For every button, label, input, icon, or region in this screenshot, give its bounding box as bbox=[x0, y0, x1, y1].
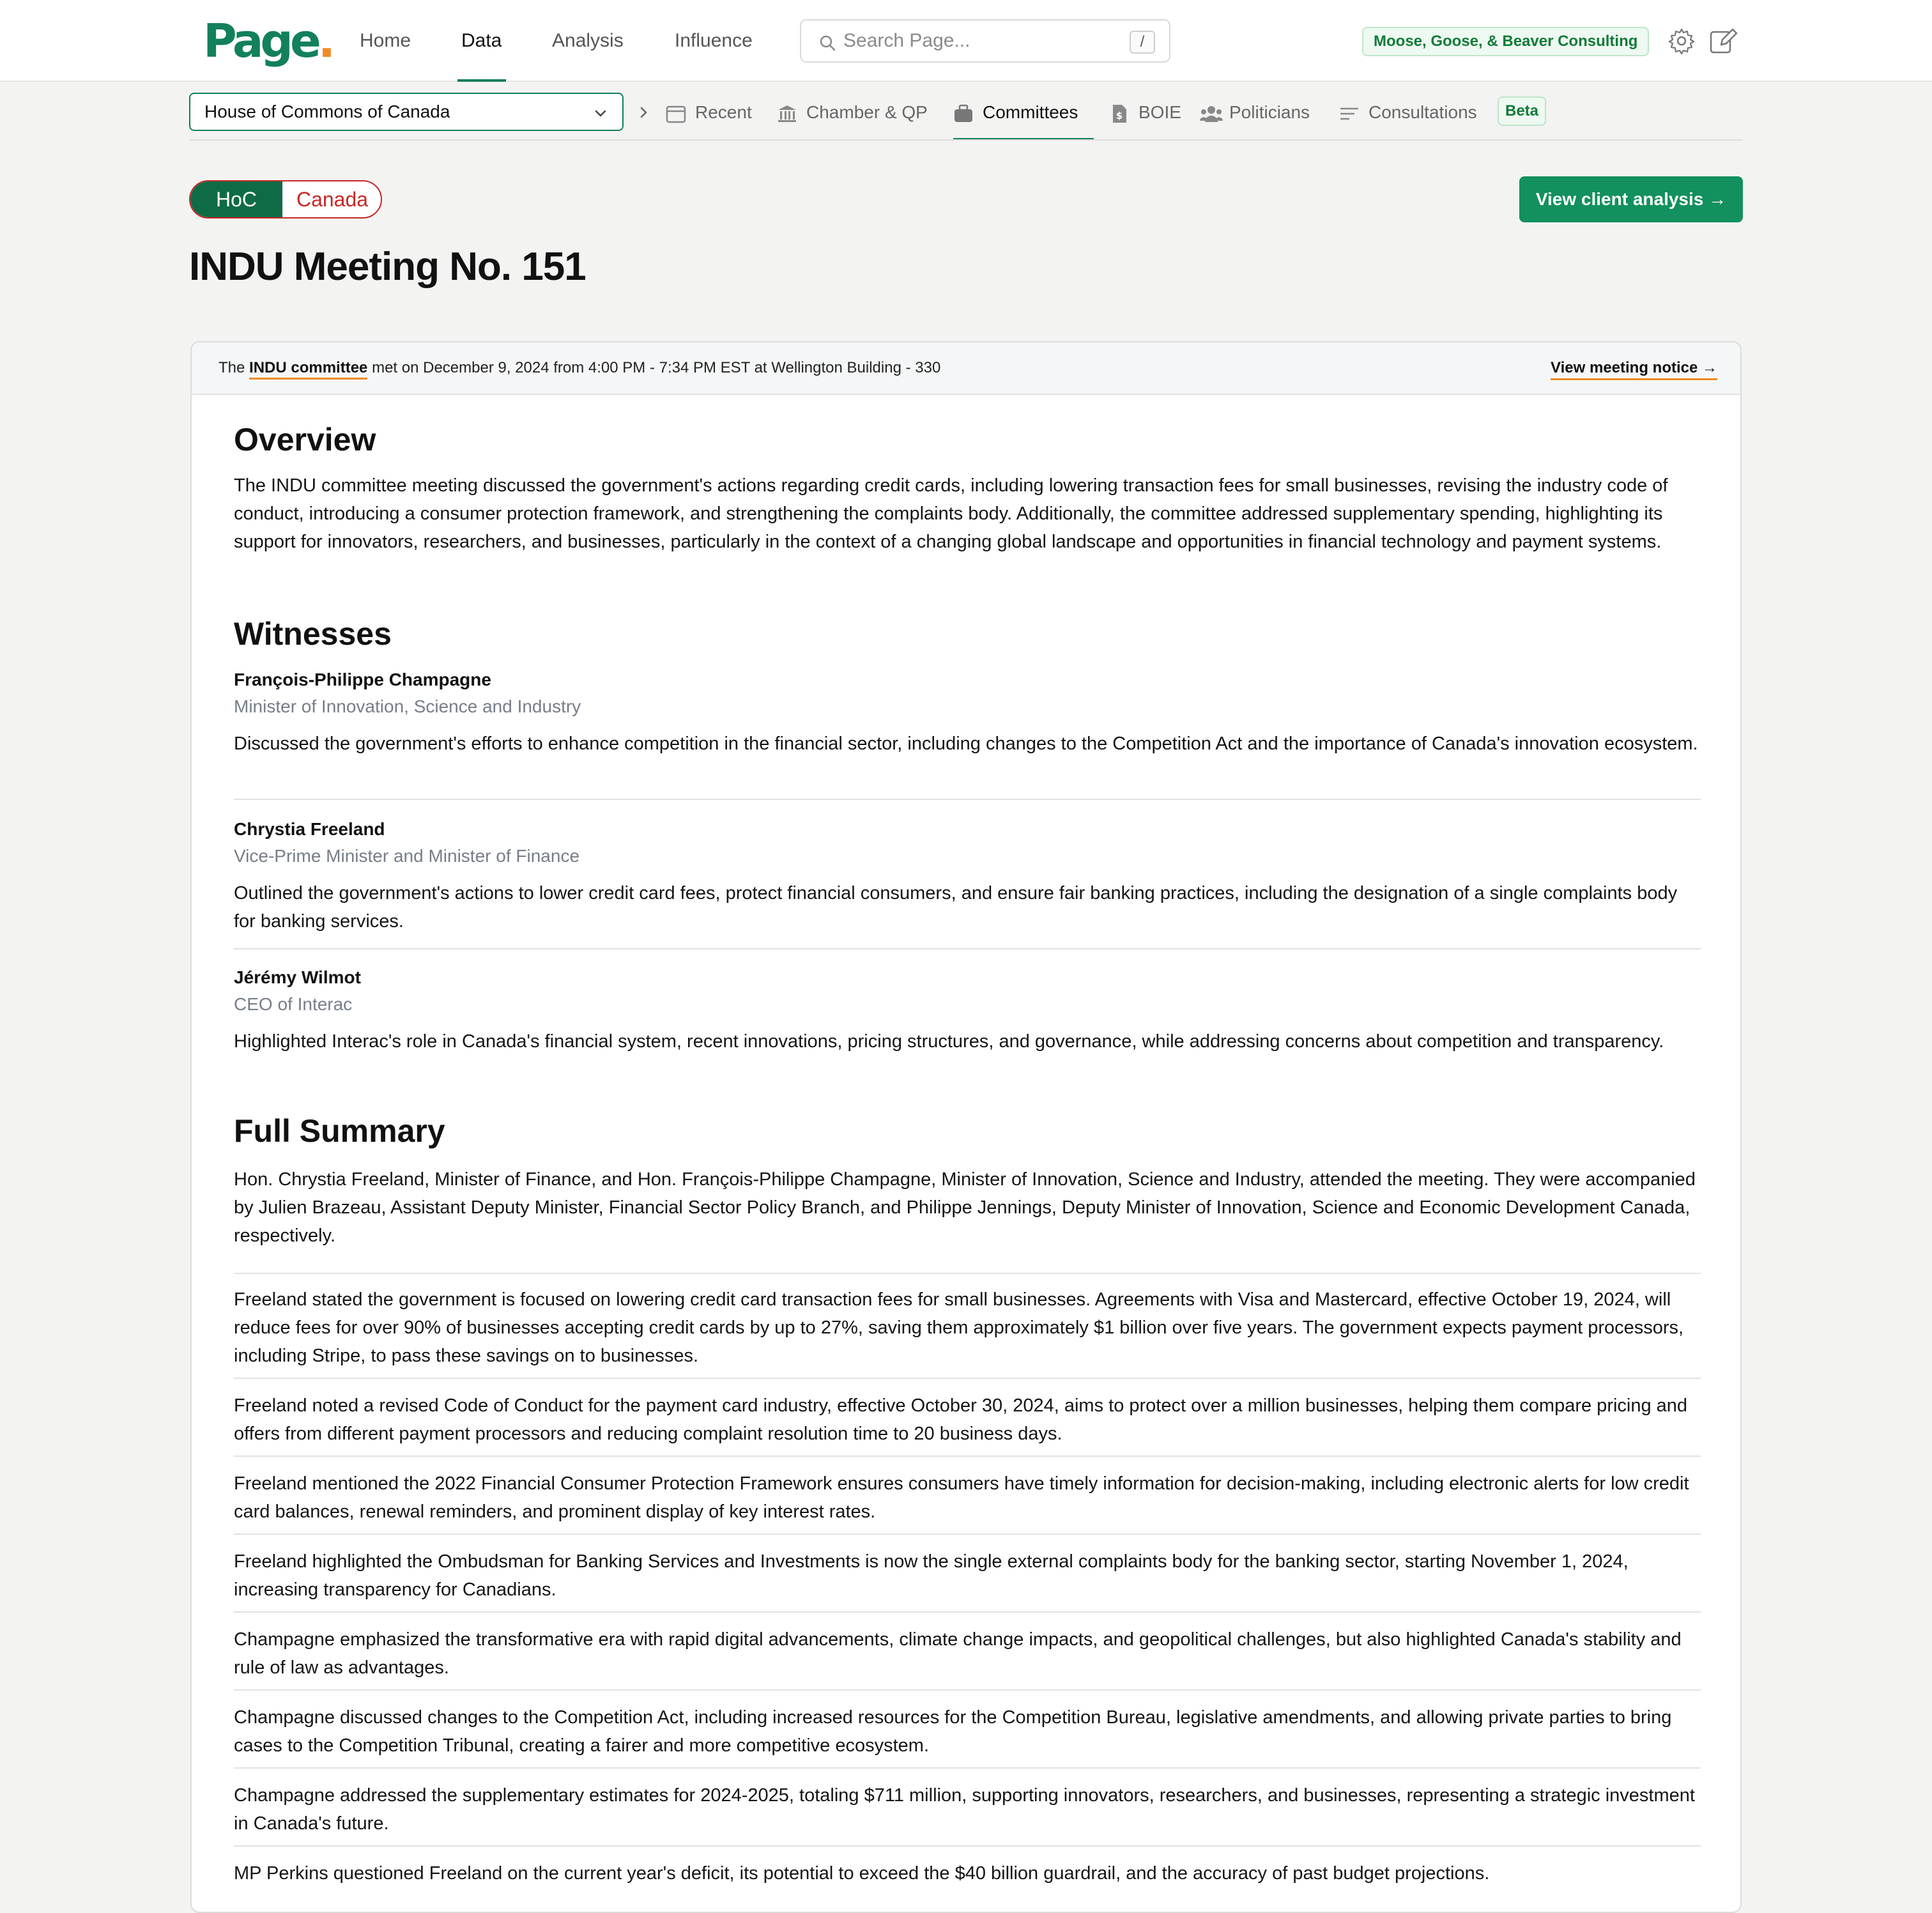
users-icon bbox=[1200, 104, 1223, 123]
summary-paragraph: Freeland mentioned the 2022 Financial Consumer Protection Framework ensures consumers have timely information for decision-making, including electronic alerts for low credit card balances, renewal reminders, and prominent display of key interest rates. bbox=[234, 1473, 1689, 1522]
overview-text: The INDU committee meeting discussed the government's actions regarding credit cards, including lowering transaction fees for small businesses, revising the industry code of conduct, introducing a consumer protection framework, and strengthening the complaints body. Additionally, the committee addressed supplementary spending, highlighting its support for innovators, researchers, and businesses, particularly in the context of a changing global landscape and opportunities in financial technology and payment systems. bbox=[234, 475, 1668, 552]
page-logo[interactable] bbox=[203, 14, 332, 68]
divider bbox=[234, 1456, 1701, 1457]
meeting-details bbox=[218, 358, 940, 378]
subnav-divider bbox=[189, 139, 1743, 141]
summary-paragraph: Champagne emphasized the transformative era with rapid digital advancements, climate change impacts, and geopolitical challenges, but also highlighted Canada's stability and rule of law as advantages. bbox=[234, 1629, 1682, 1678]
witness-summary: Discussed the government's efforts to enhance competition in the financial sector, including changes to the Competition Act and the importance of Canada's innovation ecosystem. bbox=[234, 734, 1698, 754]
witness-name: François-Philippe Champagne bbox=[234, 670, 491, 689]
view-meeting-notice-link[interactable]: View meeting notice → bbox=[1551, 358, 1717, 380]
witness-role: Minister of Innovation, Science and Industry bbox=[234, 696, 581, 716]
summary-paragraph: Champagne discussed changes to the Competition Act, including increased resources for the Competition Bureau, legislative amendments, and allowing private parties to bring cases to the Competition Tribunal, creating a fairer and more competitive ecosystem. bbox=[234, 1707, 1672, 1756]
calendar-icon bbox=[666, 104, 686, 123]
summary-paragraph: Freeland noted a revised Code of Conduct for the payment card industry, effective October 30, 2024, aims to protect over a million businesses, helping them compare pricing and offers from different payment processors and reducing complaint resolution time to 20 business days. bbox=[234, 1395, 1688, 1444]
meeting-prefix: The bbox=[218, 359, 250, 376]
full-summary-heading: Full Summary bbox=[234, 1113, 445, 1149]
summary-paragraph: MP Perkins questioned Freeland on the current year's deficit, its potential to exceed the $40 billion guardrail, and the accuracy of past budget projections. bbox=[234, 1863, 1490, 1884]
summary-paragraph: Freeland highlighted the Ombudsman for Banking Services and Investments is now the single external complaints body for the banking sector, starting November 1, 2024, increasing transparency for Canadians. bbox=[234, 1551, 1629, 1600]
divider bbox=[234, 948, 1701, 949]
search-box[interactable] bbox=[800, 19, 1170, 63]
tab-label: BOIE bbox=[1138, 102, 1181, 122]
edit-icon[interactable] bbox=[1707, 26, 1738, 56]
organization-badge[interactable]: Moose, Goose, & Beaver Consulting bbox=[1362, 27, 1649, 56]
tab-label: Recent bbox=[695, 102, 752, 122]
witness-role: Vice-Prime Minister and Minister of Finance bbox=[234, 846, 580, 866]
witness-name: Jérémy Wilmot bbox=[234, 967, 361, 987]
jurisdiction-value: House of Commons of Canada bbox=[204, 102, 450, 121]
jurisdiction-pill bbox=[189, 180, 382, 219]
logo-dot: . bbox=[318, 14, 333, 68]
tab-label: Consultations bbox=[1368, 102, 1477, 122]
view-client-analysis-button[interactable]: View client analysis → bbox=[1519, 176, 1743, 222]
witness-name: Chrystia Freeland bbox=[234, 819, 385, 839]
tab-label: Politicians bbox=[1229, 102, 1310, 122]
divider bbox=[234, 1689, 1701, 1691]
top-navbar bbox=[0, 0, 1932, 82]
briefcase-icon bbox=[953, 104, 974, 123]
document-dollar-icon bbox=[1109, 104, 1130, 123]
witnesses-heading: Witnesses bbox=[234, 616, 392, 652]
divider bbox=[234, 1273, 1701, 1274]
logo-text: Page bbox=[203, 14, 318, 68]
divider bbox=[234, 799, 1701, 800]
overview-heading: Overview bbox=[234, 422, 376, 457]
search-icon bbox=[819, 35, 836, 51]
divider bbox=[234, 1533, 1701, 1535]
svg-text:$: $ bbox=[1116, 110, 1123, 121]
nav-active-indicator bbox=[457, 79, 506, 82]
nav-home[interactable]: Home bbox=[360, 30, 411, 51]
pill-hoc: HoC bbox=[190, 181, 282, 217]
witness-role: CEO of Interac bbox=[234, 994, 353, 1014]
divider bbox=[234, 1378, 1701, 1379]
nav-influence[interactable]: Influence bbox=[675, 30, 753, 51]
nav-analysis[interactable]: Analysis bbox=[552, 30, 624, 51]
witness-summary: Outlined the government's actions to lower credit card fees, protect financial consumers, and ensure fair banking practices, including the designation of a single complaints body for banking services. bbox=[234, 883, 1678, 932]
search-shortcut-key: / bbox=[1130, 31, 1155, 54]
building-icon bbox=[777, 104, 797, 123]
tab-label: Chamber & QP bbox=[806, 102, 928, 122]
meeting-info-bar bbox=[192, 342, 1742, 395]
beta-badge: Beta bbox=[1498, 96, 1546, 126]
committee-link[interactable]: INDU committee bbox=[249, 359, 367, 380]
lines-icon bbox=[1339, 104, 1360, 123]
divider bbox=[234, 1767, 1701, 1769]
meeting-details-text: met on December 9, 2024 from 4:00 PM - 7:34 PM EST at Wellington Building - 330 bbox=[367, 359, 941, 376]
chevron-right-icon bbox=[638, 105, 650, 120]
gear-icon[interactable] bbox=[1666, 26, 1697, 56]
nav-data[interactable]: Data bbox=[461, 30, 502, 51]
divider bbox=[234, 1845, 1701, 1847]
divider bbox=[234, 1611, 1701, 1613]
search-input[interactable] bbox=[843, 28, 1112, 54]
summary-paragraph: Champagne addressed the supplementary estimates for 2024-2025, totaling $711 million, supporting innovators, researchers, and businesses, representing a strategic investment in Canada's future. bbox=[234, 1785, 1695, 1834]
summary-paragraph: Freeland stated the government is focused on lowering credit card transaction fees for small businesses. Agreements with Visa and Mastercard, effective October 19, 2024, will reduce fees for over 90% of businesses accepting credit cards by up to 27%, saving them approximately $1 billion over five years. The government expects payment processors, including Stripe, to pass these savings on to businesses. bbox=[234, 1289, 1684, 1366]
meeting-card bbox=[190, 341, 1742, 1913]
page-title: INDU Meeting No. 151 bbox=[189, 245, 586, 289]
tab-label: Committees bbox=[983, 102, 1078, 122]
witness-summary: Highlighted Interac's role in Canada's financial system, recent innovations, pricing structures, and governance, while addressing concerns about competition and transparency. bbox=[234, 1031, 1664, 1052]
sub-navbar bbox=[189, 89, 1743, 141]
summary-paragraph: Hon. Chrystia Freeland, Minister of Finance, and Hon. François-Philippe Champagne, Minister of Innovation, Science and Industry, attended the meeting. They were accompanied by Julien Brazeau, Assistant Deputy Minister, Financial Sector Policy Branch, and Philippe Jennings, Deputy Minister of Innovation, Science and Economic Development Canada, respectively. bbox=[234, 1169, 1696, 1246]
chevron-down-icon bbox=[593, 105, 608, 121]
pill-canada: Canada bbox=[296, 188, 369, 211]
jurisdiction-select[interactable] bbox=[189, 93, 624, 131]
